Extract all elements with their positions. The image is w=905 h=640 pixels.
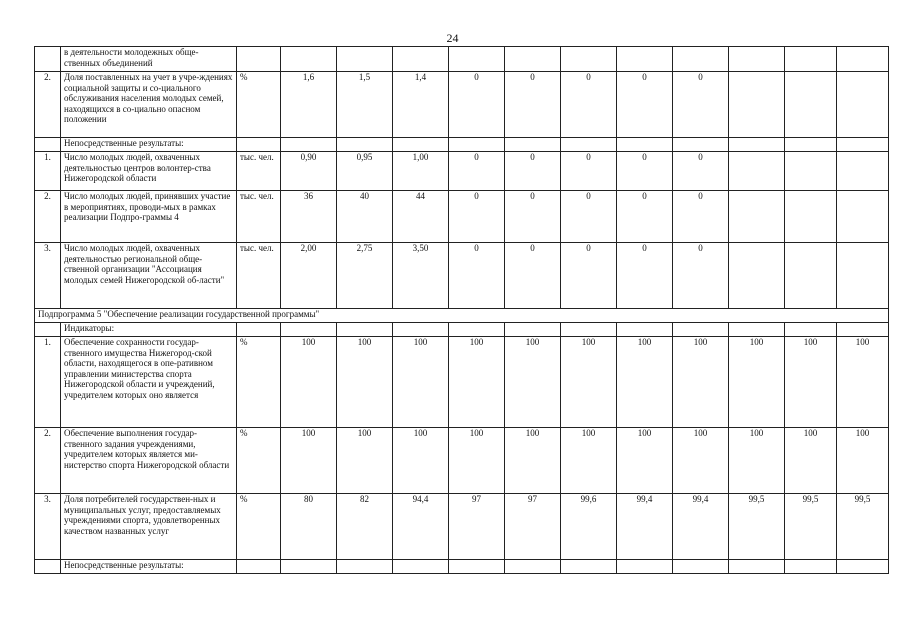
value-cell: 100 [729,337,785,428]
value-cell: 100 [837,428,889,494]
value-cell [337,47,393,72]
table-row [35,428,889,494]
value-cell [785,72,837,138]
subprogram-title: Подпрограмма 5 "Обеспечение реализации государственной программы" [35,309,889,323]
empty-cell [729,560,785,574]
value-cell: 0 [561,72,617,138]
value-cell: 0 [449,152,505,191]
value-cell: 0 [561,191,617,243]
value-cell [785,243,837,309]
value-cell [837,47,889,72]
indicator-name: в деятельности молодежных обще-ственных объединений [61,47,237,72]
value-cell: 100 [393,428,449,494]
unit-cell: % [237,337,281,428]
subprogram-row [35,309,889,323]
value-cell [729,47,785,72]
value-cell [837,191,889,243]
value-cell [729,72,785,138]
value-cell: 0 [673,152,729,191]
value-cell: 44 [393,191,449,243]
row-number-cell [35,138,61,152]
section-label: Непосредственные результаты: [61,138,237,152]
value-cell: 100 [505,337,561,428]
value-cell [837,243,889,309]
table-row [35,243,889,309]
indicator-name: Число молодых людей, охваченных деятельностью центров волонтер-ства Нижегородской области [61,152,237,191]
empty-cell [449,560,505,574]
value-cell [785,191,837,243]
value-cell [617,47,673,72]
value-cell: 100 [785,337,837,428]
indicator-name: Доля потребителей государствен-ных и муниципальных услуг, предоставляемых учреждениями спорта, удовлетворенных качеством названных услуг [61,494,237,560]
row-number: 2. [35,191,61,243]
value-cell [561,47,617,72]
section-label: Непосредственные результаты: [61,560,237,574]
empty-cell [505,560,561,574]
value-cell [837,152,889,191]
table-row [35,152,889,191]
value-cell [673,47,729,72]
value-cell: 2,00 [281,243,337,309]
value-cell: 3,50 [393,243,449,309]
value-cell: 0 [449,191,505,243]
value-cell: 80 [281,494,337,560]
empty-cell [729,323,785,337]
value-cell: 36 [281,191,337,243]
indicator-name: Число молодых людей, принявших участие в мероприятиях, проводи-мых в рамках реализации Подпро-граммы 4 [61,191,237,243]
value-cell: 94,4 [393,494,449,560]
value-cell: 0,90 [281,152,337,191]
unit-cell: тыс. чел. [237,152,281,191]
value-cell: 100 [281,428,337,494]
row-number: 2. [35,72,61,138]
value-cell [785,152,837,191]
value-cell: 100 [617,428,673,494]
row-number [35,47,61,72]
unit-cell: % [237,494,281,560]
value-cell: 100 [617,337,673,428]
value-cell: 1,4 [393,72,449,138]
value-cell: 100 [449,428,505,494]
page-number: 24 [446,31,459,45]
unit-cell: % [237,72,281,138]
empty-cell [617,138,673,152]
row-number: 3. [35,243,61,309]
empty-cell [617,560,673,574]
value-cell: 100 [673,337,729,428]
row-number: 1. [35,337,61,428]
table-row [35,191,889,243]
value-cell: 97 [449,494,505,560]
empty-cell [393,323,449,337]
value-cell [785,47,837,72]
empty-cell [237,323,281,337]
empty-cell [785,323,837,337]
row-number-cell [35,560,61,574]
empty-cell [281,560,337,574]
indicator-name: Обеспечение сохранности государ-ственного имущества Нижегород-ской области, находящегося в опе-ративном управлении министерства спорта Нижегородской области и учреждений, учредителем которых оно является [61,337,237,428]
value-cell: 100 [449,337,505,428]
value-cell: 0 [449,243,505,309]
value-cell: 0 [505,152,561,191]
value-cell: 0 [673,191,729,243]
value-cell: 2,75 [337,243,393,309]
value-cell: 99,5 [729,494,785,560]
value-cell [449,47,505,72]
row-number: 2. [35,428,61,494]
empty-cell [673,138,729,152]
unit-cell: % [237,428,281,494]
empty-cell [837,560,889,574]
value-cell: 100 [729,428,785,494]
table-row [35,337,889,428]
empty-cell [561,560,617,574]
table-row [35,47,889,72]
empty-cell [837,323,889,337]
empty-cell [281,138,337,152]
value-cell: 100 [337,337,393,428]
empty-cell [561,138,617,152]
empty-cell [505,138,561,152]
row-number: 1. [35,152,61,191]
value-cell: 99,4 [673,494,729,560]
section-row [35,560,889,574]
empty-cell [449,138,505,152]
value-cell: 0 [561,152,617,191]
value-cell [729,152,785,191]
table-row [35,72,889,138]
empty-cell [337,560,393,574]
value-cell: 0 [617,243,673,309]
value-cell: 99,5 [785,494,837,560]
empty-cell [337,323,393,337]
empty-cell [393,560,449,574]
value-cell: 100 [393,337,449,428]
empty-cell [449,323,505,337]
value-cell: 1,5 [337,72,393,138]
value-cell: 40 [337,191,393,243]
section-row [35,323,889,337]
value-cell: 99,4 [617,494,673,560]
value-cell [729,243,785,309]
value-cell: 100 [337,428,393,494]
value-cell: 100 [837,337,889,428]
empty-cell [337,138,393,152]
value-cell: 1,00 [393,152,449,191]
value-cell: 100 [505,428,561,494]
indicator-name: Число молодых людей, охваченных деятельностью региональной обще-ственной организации "Ассоциация молодых семей Нижегородской об-ласти" [61,243,237,309]
unit-cell: тыс. чел. [237,243,281,309]
value-cell: 0 [617,72,673,138]
empty-cell [729,138,785,152]
empty-cell [561,323,617,337]
row-number: 3. [35,494,61,560]
value-cell: 0 [505,191,561,243]
value-cell [729,191,785,243]
unit-cell: тыс. чел. [237,191,281,243]
section-label: Индикаторы: [61,323,237,337]
value-cell: 100 [673,428,729,494]
value-cell: 97 [505,494,561,560]
empty-cell [505,323,561,337]
indicator-name: Доля поставленных на учет в учре-ждениях социальной защиты и со-циального обслуживания населения молодых семей, находящихся в со-циально опасном положении [61,72,237,138]
value-cell [505,47,561,72]
empty-cell [617,323,673,337]
row-number-cell [35,323,61,337]
value-cell: 0 [505,243,561,309]
value-cell [281,47,337,72]
value-cell: 0 [673,243,729,309]
indicator-name: Обеспечение выполнения государ-ственного задания учреждениями, учредителем которых является ми-нистерство спорта Нижегородской области [61,428,237,494]
value-cell: 0 [561,243,617,309]
value-cell: 0 [449,72,505,138]
empty-cell [837,138,889,152]
empty-cell [785,138,837,152]
value-cell: 1,6 [281,72,337,138]
value-cell: 100 [561,428,617,494]
value-cell: 0,95 [337,152,393,191]
value-cell: 99,6 [561,494,617,560]
value-cell: 0 [673,72,729,138]
value-cell: 100 [785,428,837,494]
value-cell [837,72,889,138]
value-cell: 0 [617,152,673,191]
value-cell: 82 [337,494,393,560]
value-cell: 100 [561,337,617,428]
empty-cell [237,560,281,574]
value-cell: 100 [281,337,337,428]
value-cell: 0 [505,72,561,138]
value-cell: 0 [617,191,673,243]
empty-cell [785,560,837,574]
value-cell: 99,5 [837,494,889,560]
empty-cell [673,560,729,574]
table-row [35,494,889,560]
empty-cell [237,138,281,152]
unit-cell [237,47,281,72]
indicators-table [34,46,889,574]
table-body [35,47,889,574]
empty-cell [281,323,337,337]
section-row [35,138,889,152]
empty-cell [673,323,729,337]
value-cell [393,47,449,72]
empty-cell [393,138,449,152]
